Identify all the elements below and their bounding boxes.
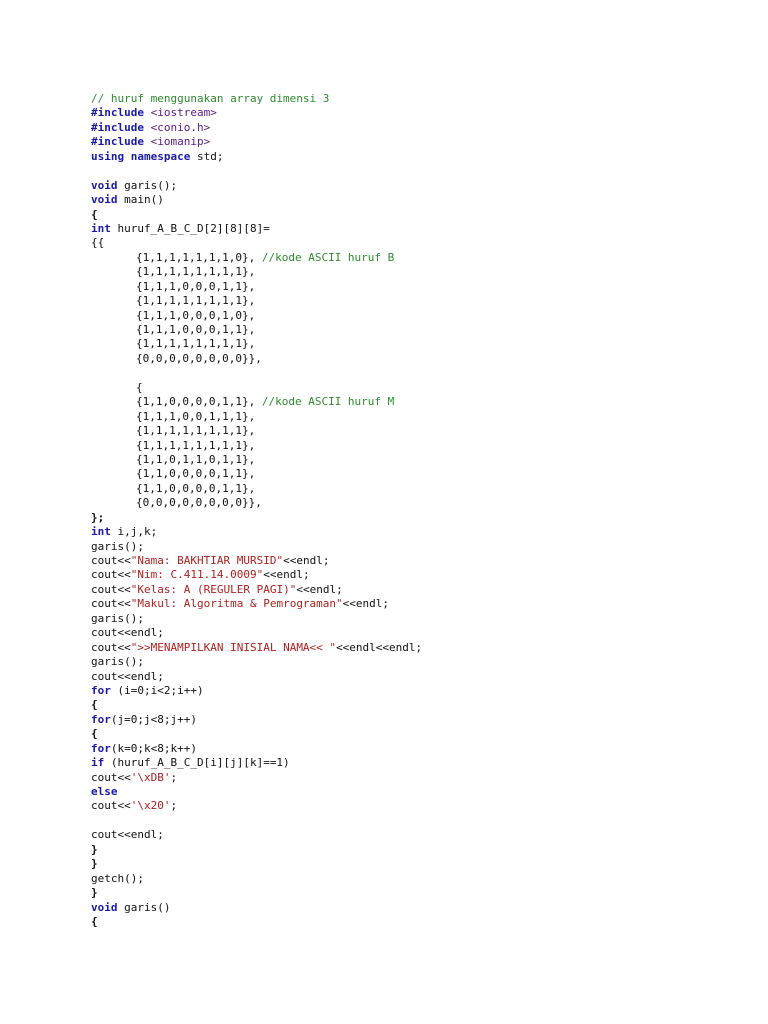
semicolon: ;	[170, 799, 178, 813]
if-keyword: if	[91, 756, 105, 770]
for-j-header: (j=0;j<8;j++)	[110, 712, 197, 726]
array-row	[91, 395, 751, 409]
include-conio: <conio.h>	[150, 120, 211, 134]
array-row	[91, 251, 751, 265]
comment-huruf-b: //kode ASCII huruf B	[255, 250, 395, 264]
cout-endl-line	[91, 828, 751, 842]
brace-line	[91, 857, 751, 871]
open-brace: {	[91, 207, 98, 221]
for-i-header: (i=0;i<2;i++)	[110, 683, 204, 697]
garis-call: garis();	[91, 539, 144, 553]
cout-nim-line	[91, 568, 751, 582]
for-k-header: (k=0;k<8;k++)	[110, 741, 197, 755]
row-m2: {1,1,1,0,0,1,1,1},	[136, 409, 256, 423]
code-line-blank	[91, 814, 751, 828]
include-iostream: <iostream>	[150, 106, 217, 120]
comment-title: // huruf menggunakan array dimensi 3	[91, 92, 330, 105]
endl-tail: <<endl;	[283, 554, 330, 567]
row-b7: {1,1,1,1,1,1,1,1},	[136, 337, 256, 351]
char-db: '\xDB'	[130, 770, 171, 784]
cout-space-line	[91, 799, 751, 813]
garis-call-line	[91, 540, 751, 554]
code-line-9	[91, 208, 751, 222]
code-line-blank	[91, 164, 751, 178]
array-row	[91, 309, 751, 323]
cout-kelas-line	[91, 583, 751, 597]
cout-op: cout<<	[91, 582, 131, 596]
include-iomanip: <iomanip>	[150, 135, 211, 149]
include-directive: #include	[91, 120, 144, 134]
cout-endl: cout<<endl;	[91, 669, 164, 683]
array-row	[91, 467, 751, 481]
endl-tail: <<endl;	[263, 568, 310, 582]
cout-op: cout<<	[91, 554, 131, 567]
string-menampilkan: ">>MENAMPILKAN INISIAL NAMA<< "	[130, 640, 337, 654]
brace-line	[91, 698, 751, 712]
code-line-4	[91, 135, 751, 149]
array-row	[91, 453, 751, 467]
cout-endl: cout<<endl;	[91, 828, 164, 842]
code-line-1	[91, 92, 751, 106]
for-k-line	[91, 742, 751, 756]
garis-call-line	[91, 612, 751, 626]
array-close: };	[91, 510, 105, 524]
block-open	[91, 381, 751, 395]
cout-op: cout<<	[91, 568, 131, 582]
cout-op: cout<<	[91, 597, 131, 611]
code-line-5	[91, 150, 751, 164]
cout-menampil-line	[91, 641, 751, 655]
close-brace: }	[91, 857, 98, 871]
brace-line	[91, 915, 751, 929]
row-b1: {1,1,1,1,1,1,1,0},	[136, 250, 256, 264]
else-line	[91, 785, 751, 799]
endl-tail: <<endl;	[342, 597, 390, 611]
row-m6: {1,1,0,0,0,0,1,1},	[136, 467, 256, 481]
cout-endl-line	[91, 670, 751, 684]
array-open: {{	[91, 236, 105, 250]
cout-db-line	[91, 771, 751, 785]
cout-endl: cout<<endl;	[91, 626, 164, 640]
include-directive: #include	[91, 135, 144, 149]
row-b8: {0,0,0,0,0,0,0,0}},	[136, 351, 262, 365]
row-b6: {1,1,1,0,0,0,1,1},	[136, 323, 256, 336]
row-m8: {0,0,0,0,0,0,0,0}},	[136, 496, 262, 510]
array-row	[91, 482, 751, 496]
cout-op: cout<<	[91, 770, 131, 784]
code-line-10	[91, 222, 751, 236]
for-keyword: for	[91, 712, 111, 726]
array-row	[91, 410, 751, 424]
array-row	[91, 337, 751, 351]
code-line-11	[91, 236, 751, 250]
garis-declaration: garis();	[117, 178, 178, 192]
array-declaration: huruf_A_B_C_D[2][8][8]=	[110, 221, 270, 235]
char-space: '\x20'	[130, 799, 171, 813]
getch-call: getch();	[91, 871, 144, 885]
open-brace: {	[91, 698, 98, 712]
array-close-line	[91, 511, 751, 525]
block2-open-brace: {	[136, 380, 143, 394]
int-keyword: int	[91, 221, 111, 235]
close-brace: }	[91, 842, 98, 856]
include-directive: #include	[91, 106, 144, 120]
code-line-8	[91, 193, 751, 207]
open-brace: {	[91, 914, 98, 928]
vars-line	[91, 525, 751, 539]
close-brace: }	[91, 886, 98, 900]
cout-nama-line	[91, 554, 751, 568]
string-makul: "Makul: Algoritma & Pemrograman"	[130, 597, 343, 611]
for-keyword: for	[91, 683, 111, 697]
array-row	[91, 323, 751, 337]
code-line-blank	[91, 366, 751, 380]
vars-declaration: i,j,k;	[110, 525, 158, 539]
brace-line	[91, 727, 751, 741]
getch-line	[91, 872, 751, 886]
garis-call: garis();	[91, 611, 144, 625]
row-b2: {1,1,1,1,1,1,1,1},	[136, 265, 256, 279]
if-line	[91, 756, 751, 770]
cout-op: cout<<	[91, 640, 131, 654]
for-j-line	[91, 713, 751, 727]
string-kelas: "Kelas: A (REGULER PAGI)"	[130, 582, 297, 596]
code-line-3	[91, 121, 751, 135]
for-keyword: for	[91, 741, 111, 755]
cout-makul-line	[91, 597, 751, 611]
void-keyword: void	[91, 178, 118, 192]
void-keyword: void	[91, 193, 118, 207]
code-line-7	[91, 179, 751, 193]
row-m7: {1,1,0,0,0,0,1,1},	[136, 481, 256, 495]
string-nama: "Nama: BAKHTIAR MURSID"	[130, 554, 284, 567]
comment-huruf-m: //kode ASCII huruf M	[255, 395, 395, 409]
string-nim: "Nim: C.411.14.0009"	[130, 568, 264, 582]
for-i-line	[91, 684, 751, 698]
garis-call-line	[91, 655, 751, 669]
array-row	[91, 496, 751, 510]
garis-call: garis();	[91, 655, 144, 669]
row-b4: {1,1,1,1,1,1,1,1},	[136, 294, 256, 308]
row-m1: {1,1,0,0,0,0,1,1},	[136, 395, 256, 409]
array-row	[91, 424, 751, 438]
code-listing	[91, 92, 751, 929]
garis-definition: garis()	[117, 900, 171, 914]
if-condition: (huruf_A_B_C_D[i][j][k]==1)	[104, 756, 290, 770]
open-brace: {	[91, 727, 98, 741]
row-b5: {1,1,1,0,0,0,1,0},	[136, 308, 256, 322]
endl2-tail: <<endl<<endl;	[336, 640, 423, 654]
cout-endl-line	[91, 626, 751, 640]
brace-line	[91, 886, 751, 900]
array-row	[91, 280, 751, 294]
row-m4: {1,1,1,1,1,1,1,1},	[136, 438, 256, 452]
array-row	[91, 265, 751, 279]
else-keyword: else	[91, 785, 118, 798]
row-m5: {1,1,0,1,1,0,1,1},	[136, 452, 256, 466]
array-row	[91, 352, 751, 366]
void-keyword: void	[91, 900, 118, 914]
garis-def-line	[91, 901, 751, 915]
main-declaration: main()	[117, 193, 164, 207]
semicolon: ;	[170, 770, 178, 784]
code-line-2	[91, 106, 751, 120]
row-m3: {1,1,1,1,1,1,1,1},	[136, 424, 256, 438]
int-keyword: int	[91, 525, 111, 539]
brace-line	[91, 843, 751, 857]
row-b3: {1,1,1,0,0,0,1,1},	[136, 279, 256, 293]
cout-op: cout<<	[91, 799, 131, 813]
using-keyword: using namespace	[91, 149, 191, 163]
endl-tail: <<endl;	[296, 582, 343, 596]
array-row	[91, 439, 751, 453]
array-row	[91, 294, 751, 308]
using-std: std;	[190, 149, 224, 163]
